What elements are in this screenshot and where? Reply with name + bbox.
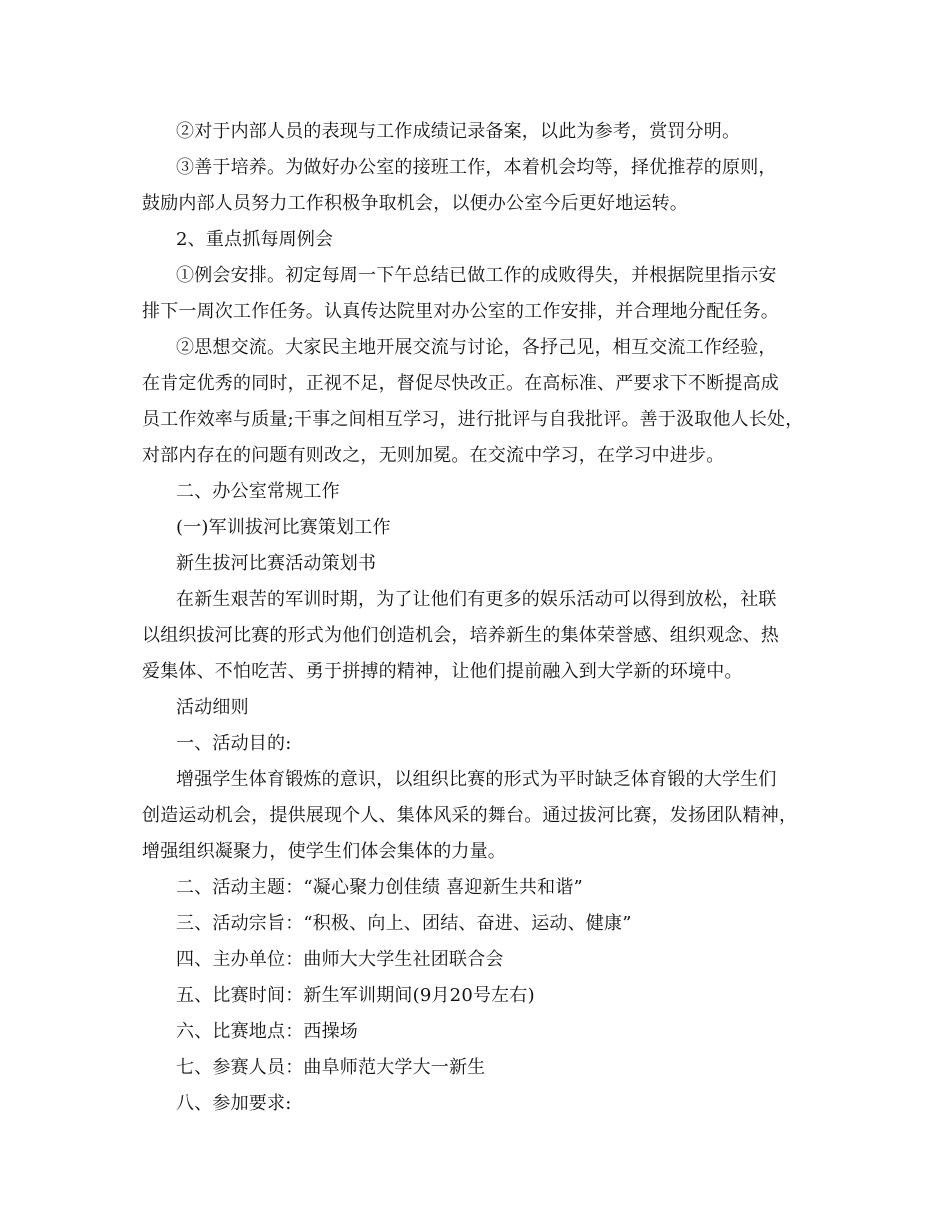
list-item: 五、比赛时间：新生军训期间(9月20号左右) [176,985,535,1006]
section-heading: 活动细则 [176,697,249,718]
text-line: ③善于培养。为做好办公室的接班工作，本着机会均等，择优推荐的原则， [176,157,777,178]
text-line: 在肯定优秀的同时，正视不足，督促尽快改正。在高标准、严要求下不断提高成 [142,373,779,394]
text-line: ②思想交流。大家民主地开展交流与讨论，各抒己见，相互交流工作经验， [176,337,777,358]
text-line: 增强组织凝聚力，使学生们体会集体的力量。 [142,841,506,862]
list-item: 一、活动目的: [176,733,292,754]
text-line: ①例会安排。初定每周一下午总结已做工作的成败得失，并根据院里指示安 [176,265,777,286]
list-item: 八、参加要求: [176,1093,292,1114]
subsection-heading: (一)军训拔河比赛策划工作 [176,517,391,538]
section-heading: 二、办公室常规工作 [176,481,340,502]
text-line: 爱集体、不怕吃苦、勇于拼搏的精神，让他们提前融入到大学新的环境中。 [142,661,743,682]
list-item: 三、活动宗旨：“积极、向上、团结、奋进、运动、健康” [176,913,632,934]
text-line: 增强学生体育锻炼的意识，以组织比赛的形式为平时缺乏体育锻的大学生们 [176,769,777,790]
text-line: 员工作效率与质量;干事之间相互学习，进行批评与自我批评。善于汲取他人长处， [142,409,804,430]
text-line: 在新生艰苦的军训时期，为了让他们有更多的娱乐活动可以得到放松，社联 [176,589,777,610]
text-line: 鼓励内部人员努力工作积极争取机会，以便办公室今后更好地运转。 [142,193,688,214]
text-line: 创造运动机会，提供展现个人、集体风采的舞台。通过拔河比赛，发扬团队精神， [142,805,798,826]
list-item: 四、主办单位：曲师大大学生社团联合会 [176,949,504,970]
list-item: 七、参赛人员：曲阜师范大学大一新生 [176,1057,486,1078]
text-line: ②对于内部人员的表现与工作成绩记录备案，以此为参考，赏罚分明。 [176,121,741,142]
text-line: 以组织拔河比赛的形式为他们创造机会，培养新生的集体荣誉感、组织观念、热 [142,625,779,646]
text-line: 对部内存在的问题有则改之，无则加冕。在交流中学习，在学习中进步。 [142,445,725,466]
document-title: 新生拔河比赛活动策划书 [176,553,377,574]
text-line: 2、重点抓每周例会 [176,229,334,250]
text-line: 排下一周次工作任务。认真传达院里对办公室的工作安排，并合理地分配任务。 [142,301,779,322]
list-item: 六、比赛地点：西操场 [176,1021,358,1042]
list-item: 二、活动主题：“凝心聚力创佳绩 喜迎新生共和谐” [176,877,583,898]
